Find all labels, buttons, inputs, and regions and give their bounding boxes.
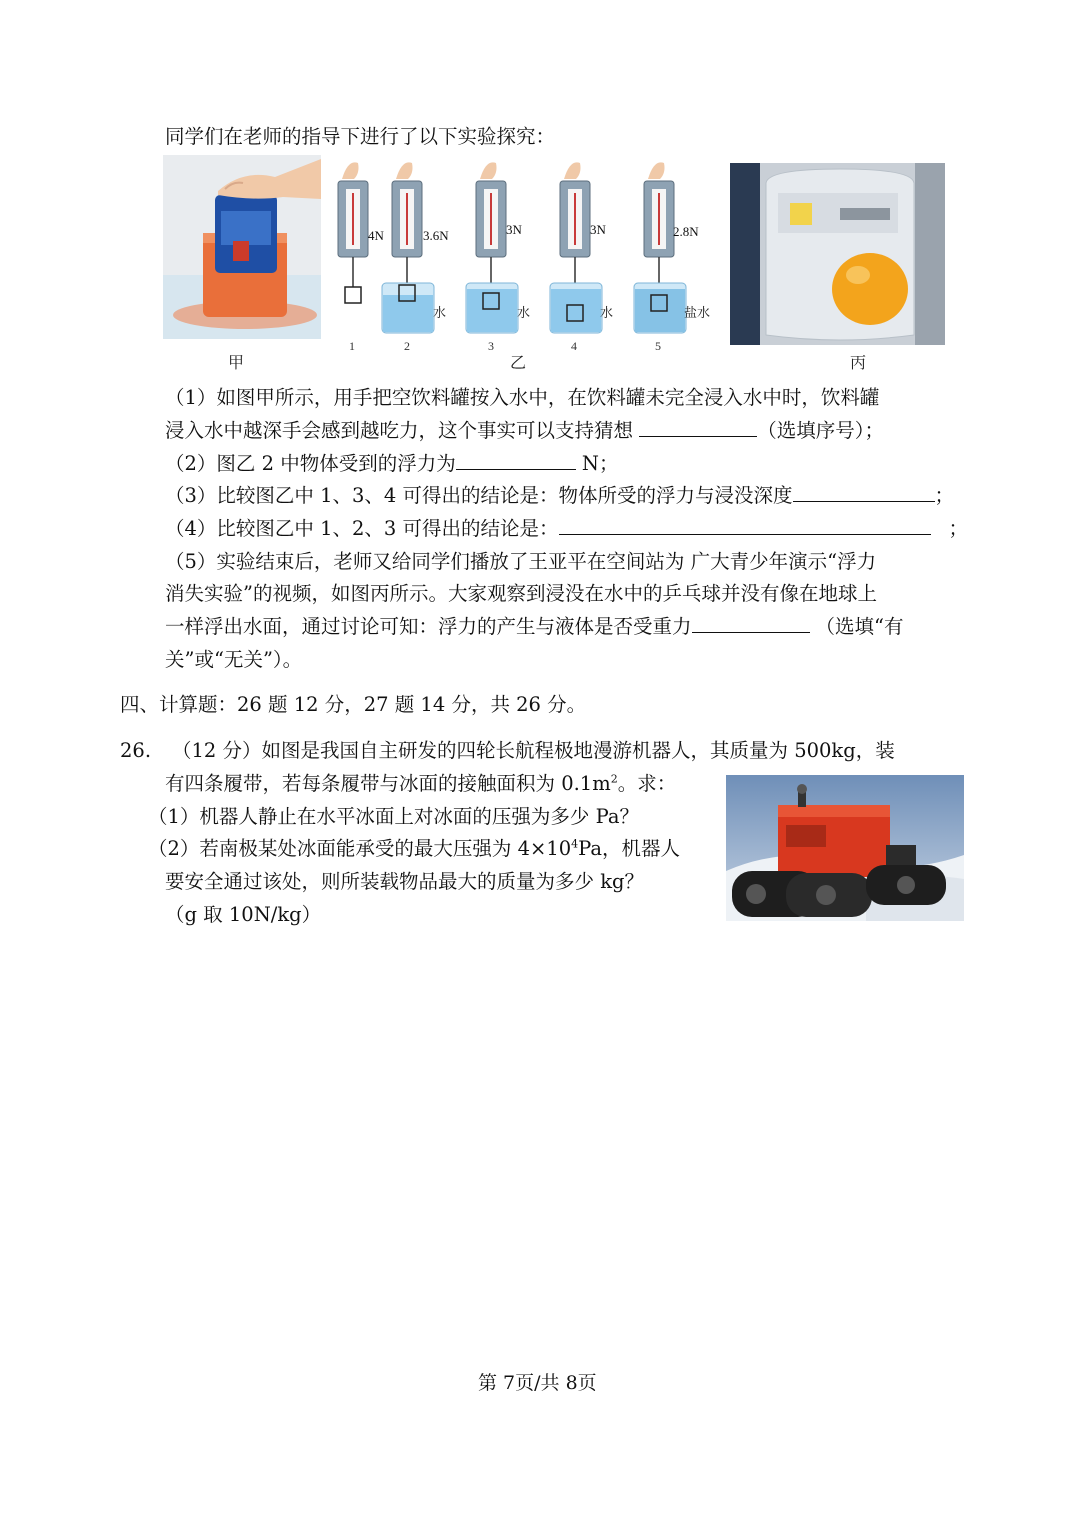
q3-tail: ； xyxy=(934,484,955,507)
q4-tail: ； xyxy=(948,517,969,540)
p26-line2 xyxy=(165,769,676,799)
scale-number-2: 2 xyxy=(404,339,410,353)
p26-number: 26. xyxy=(120,739,152,762)
liquid-label-5: 盐水 xyxy=(684,306,711,321)
caption-bing: 丙 xyxy=(850,353,867,372)
scale-number-1: 1 xyxy=(349,339,355,353)
polar-robot-photo xyxy=(726,775,964,921)
p26-sub2-text: （2）若南极某处冰面能承受的最大压强为 4×10 xyxy=(148,837,572,860)
q1-line2-tail: （选填序号）； xyxy=(757,419,884,442)
scale-reading-2: 3.6N xyxy=(423,228,449,243)
p26-sub2-sup: 4 xyxy=(571,837,579,851)
q5-answer-blank[interactable] xyxy=(692,612,810,633)
p26-sub2-tail: Pa，机器人 xyxy=(578,837,681,860)
spring-scale-5 xyxy=(634,162,686,333)
q1-line2-text: 浸入水中越深手会感到越吃力，这个事实可以支持猜想 xyxy=(165,419,640,442)
caption-yi: 乙 xyxy=(510,353,527,372)
p26-sub3: 要安全通过该处，则所装载物品最大的质量为多少 kg？ xyxy=(165,870,644,893)
q3-line xyxy=(165,481,954,511)
page-footer: 第 7页/共 8页 xyxy=(478,1372,597,1394)
q3-text: （3）比较图乙中 1、3、4 可得出的结论是：物体所受的浮力与浸没深度 xyxy=(165,484,793,507)
spring-scale-1 xyxy=(338,162,368,303)
scale-number-5: 5 xyxy=(655,339,661,353)
p26-sub2 xyxy=(148,834,680,864)
p26-line2-sup: 2 xyxy=(610,772,618,786)
spring-scale-2 xyxy=(382,162,434,333)
spring-scale-4 xyxy=(550,162,602,333)
intro-text: 同学们在老师的指导下进行了以下实验探究： xyxy=(165,125,556,148)
caption-jia: 甲 xyxy=(228,353,245,372)
scale-reading-3: 3N xyxy=(506,222,522,237)
scale-reading-4: 3N xyxy=(590,222,606,237)
q4-line xyxy=(165,514,968,544)
q4-answer-blank[interactable] xyxy=(559,514,931,535)
liquid-label-4: 水 xyxy=(600,306,614,321)
liquid-label-3: 水 xyxy=(517,306,531,321)
p26-sub4: （g 取 10N/kg） xyxy=(165,903,322,926)
q5-line2: 消失实验”的视频，如图丙所示。大家观察到浸没在水中的乒乓球并没有像在地球上 xyxy=(165,582,877,605)
q2-answer-blank[interactable] xyxy=(456,449,576,470)
q5-line1: （5）实验结束后，老师又给同学们播放了王亚平在空间站为 广大青少年演示“浮力 xyxy=(165,550,877,573)
liquid-label-2: 水 xyxy=(433,306,447,321)
q1-answer-blank[interactable] xyxy=(639,416,757,437)
q2-unit: N； xyxy=(575,452,619,475)
q5-line3-tail: （选填“有 xyxy=(815,615,904,638)
scale-reading-5: 2.8N xyxy=(673,224,699,239)
q1-line1: （1）如图甲所示，用手把空饮料罐按入水中，在饮料罐未完全浸入水中时，饮料罐 xyxy=(165,386,880,409)
q2-line xyxy=(165,449,618,479)
q5-line4: 关”或“无关”）。 xyxy=(165,648,303,671)
scale-reading-1: 4N xyxy=(368,228,384,243)
p26-sub1: （1）机器人静止在水平冰面上对冰面的压强为多少 Pa？ xyxy=(148,805,639,828)
q2-text: （2）图乙 2 中物体受到的浮力为 xyxy=(165,452,456,475)
p26-line2-text: 有四条履带，若每条履带与冰面的接触面积为 0.1m xyxy=(165,772,611,795)
p26-line1: （12 分）如图是我国自主研发的四轮长航程极地漫游机器人，其质量为 500kg，装 xyxy=(172,739,895,762)
q4-text: （4）比较图乙中 1、2、3 可得出的结论是： xyxy=(165,517,559,540)
q5-line3 xyxy=(165,612,904,642)
scale-number-3: 3 xyxy=(488,339,494,353)
figure-jia-photo xyxy=(163,155,321,339)
q3-answer-blank[interactable] xyxy=(793,481,935,502)
spring-scale-3 xyxy=(466,162,518,333)
q5-line3-text: 一样浮出水面，通过讨论可知：浮力的产生与液体是否受重力 xyxy=(165,615,692,638)
section-4-heading: 四、计算题：26 题 12 分，27 题 14 分，共 26 分。 xyxy=(120,693,587,716)
p26-line2-tail: 。求： xyxy=(617,772,677,795)
scale-number-4: 4 xyxy=(571,339,577,353)
figure-bing-photo xyxy=(730,163,945,345)
q1-line2 xyxy=(165,416,884,446)
